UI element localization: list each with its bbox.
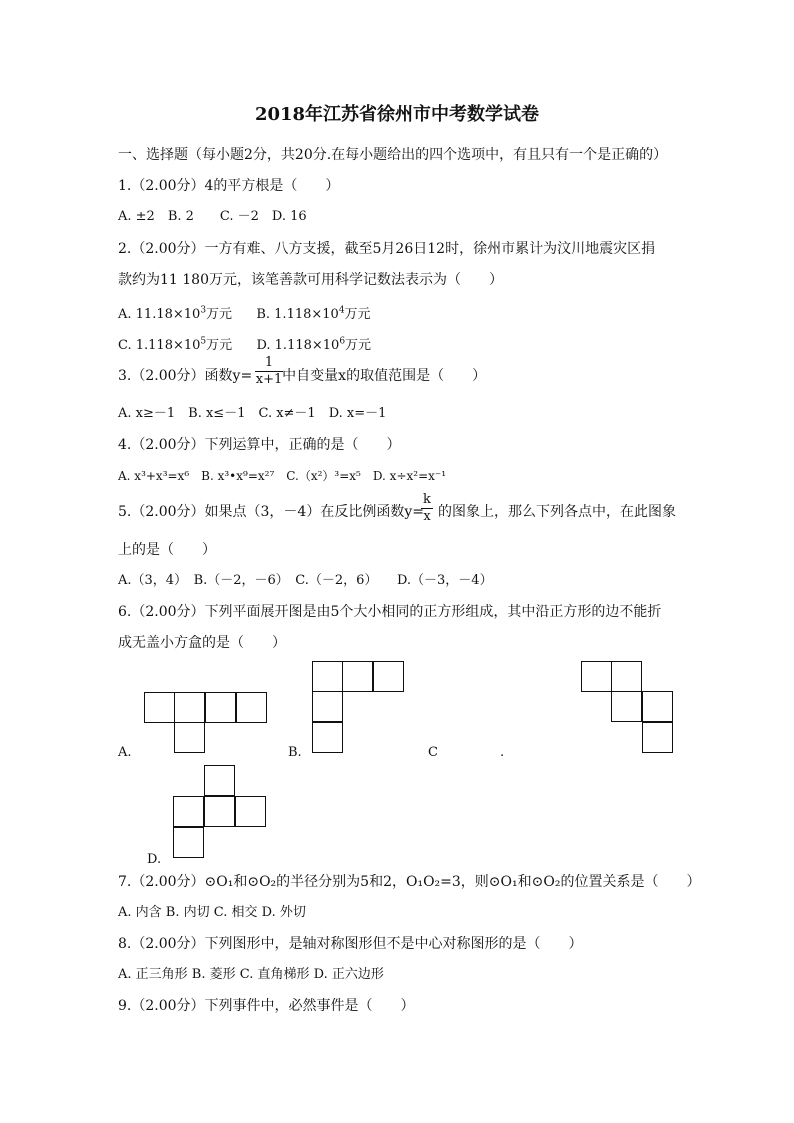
net-square	[235, 796, 266, 827]
net-square	[174, 722, 205, 753]
net-square	[174, 692, 205, 723]
net-square	[373, 661, 404, 692]
net-square	[642, 691, 673, 722]
question-1-stem: 1.（2.00分）4的平方根是（ ）	[118, 178, 340, 194]
net-square	[204, 796, 235, 827]
section-heading: 一、选择题（每小题2分，共20分.在每小题给出的四个选项中，有且只有一个是正确的）	[118, 147, 668, 163]
figure-label-d: D.	[147, 852, 162, 867]
option-a: A. $11.18\times 10^3$万元	[118, 306, 233, 323]
question-4-stem: 4.（2.00分）下列运算中，正确的是（ ）	[118, 437, 401, 453]
net-square	[581, 661, 612, 692]
fraction-1-over-x-plus-1: 1 x+1	[255, 355, 283, 387]
question-9-stem: 9.（2.00分）下列事件中，必然事件是（ ）	[118, 998, 415, 1014]
question-7-stem: 7.（2.00分）⊙O₁和⊙O₂的半径分别为5和2，O₁O₂=3，则⊙O₁和⊙O₂的位置关系是（ ）	[118, 874, 701, 890]
figure-label-a: A.	[118, 745, 132, 760]
question-8-options: A. 正三角形 B. 菱形 C. 直角梯形 D. 正六边形	[118, 967, 384, 982]
question-2-options-row2	[118, 333, 371, 355]
figure-label-c: C	[428, 745, 438, 760]
question-2-options-row1	[118, 302, 371, 324]
question-2-stem-line1: 2.（2.00分）一方有难、八方支援，截至5月26日12时，徐州市累计为汶川地震灾区捐	[118, 241, 656, 257]
net-square	[611, 661, 642, 692]
option-c: C. $1.118\times 10^5$万元	[118, 337, 233, 354]
question-6-stem-line2: 成无盖小方盒的是（ ）	[118, 635, 286, 651]
net-square	[312, 722, 343, 753]
question-3-options: A. x≥－1 B. x≤－1 C. x≠－1 D. x=－1	[118, 406, 387, 421]
net-square	[312, 661, 343, 692]
question-5-stem-line2: 上的是（ ）	[118, 542, 216, 558]
fraction-k-over-x: k x	[421, 493, 433, 524]
net-square	[205, 692, 236, 723]
net-square	[342, 661, 373, 692]
question-4-options: A. x³+x³=x⁶ B. x³•x⁹=x²⁷ C.（x²）³=x⁵ D. x÷x²=x⁻¹	[118, 469, 447, 483]
net-square	[611, 691, 642, 722]
net-square	[236, 692, 267, 723]
net-square	[173, 796, 204, 827]
net-square	[204, 765, 235, 796]
question-8-stem: 8.（2.00分）下列图形中，是轴对称图形但不是中心对称图形的是（ ）	[118, 936, 583, 952]
net-square	[642, 722, 673, 753]
page-title: 2018年江苏省徐州市中考数学试卷	[254, 104, 540, 125]
net-square	[144, 692, 175, 723]
question-1-options: A. ±2 B. 2 C. －2 D. 16	[118, 209, 307, 224]
net-square	[312, 691, 343, 722]
option-d: D. $1.118\times 10^6$万元	[256, 337, 372, 354]
question-3-stem: 3.（2.00分）函数y= 中自变量x的取值范围是（ ）	[118, 368, 487, 384]
option-b: B. $1.118\times 10^4$万元	[256, 306, 371, 323]
question-2-stem-line2: 款约为11 180万元，该笔善款可用科学记数法表示为（ ）	[118, 272, 503, 288]
figure-label-b: B.	[288, 745, 302, 760]
question-5-stem: 5.（2.00分）如果点（3，－4）在反比例函数y= 的图象上，那么下列各点中，在此图象	[118, 504, 676, 520]
question-7-options: A. 内含 B. 内切 C. 相交 D. 外切	[118, 905, 306, 920]
net-square	[173, 827, 204, 858]
figure-label-c-dot: .	[500, 745, 505, 760]
question-6-stem-line1: 6.（2.00分）下列平面展开图是由5个大小相同的正方形组成，其中沿正方形的边不能折	[118, 604, 662, 620]
question-5-options: A.（3，4） B.（－2，－6） C.（－2，6） D.（－3，－4）	[118, 573, 493, 588]
